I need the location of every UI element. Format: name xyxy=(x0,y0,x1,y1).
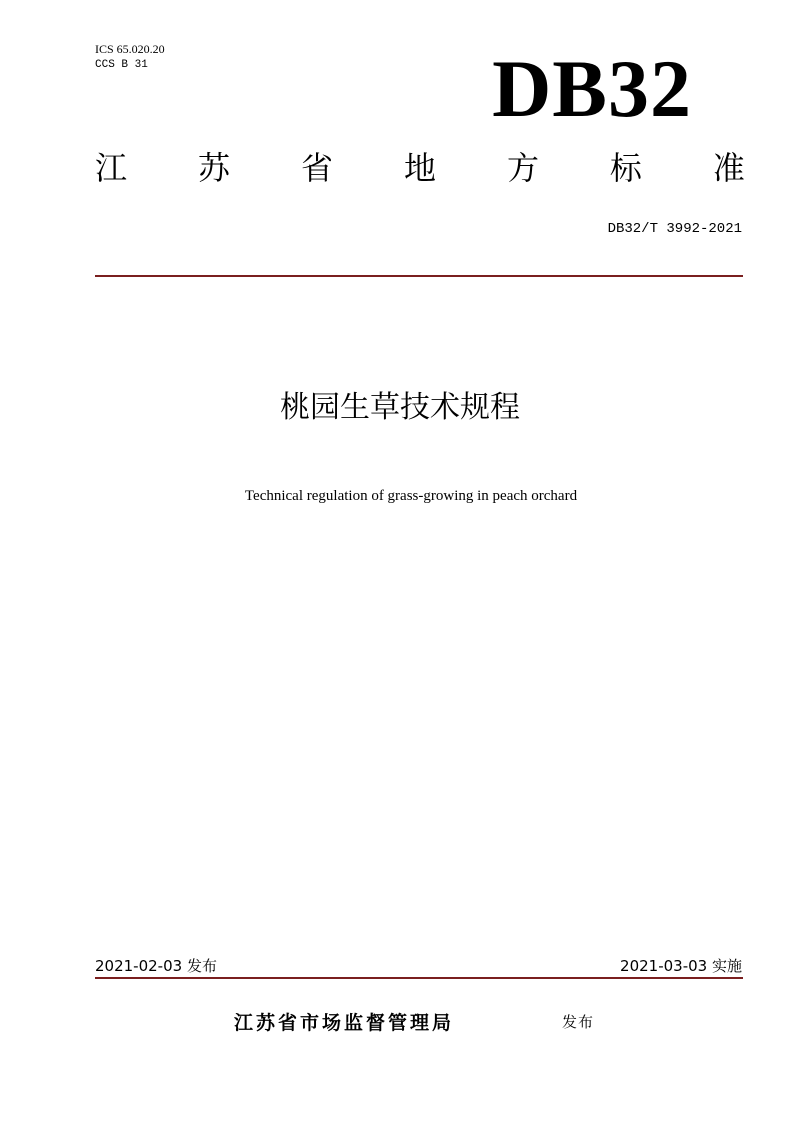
standard-type-char: 省 xyxy=(300,149,333,187)
standard-type-char: 苏 xyxy=(197,149,230,187)
standard-type-char: 准 xyxy=(712,149,745,187)
release-date: 2021-02-03 发布 xyxy=(95,957,217,975)
standard-number: DB32/T 3992-2021 xyxy=(607,221,742,237)
ccs-code: CCS B 31 xyxy=(95,59,148,71)
standard-code-logo: DB32 xyxy=(492,43,692,134)
top-divider xyxy=(95,275,743,277)
standard-type-char: 地 xyxy=(403,149,436,187)
effective-date: 2021-03-03 实施 xyxy=(620,957,742,975)
standard-type-char: 江 xyxy=(95,149,128,187)
ics-code: ICS 65.020.20 xyxy=(95,42,165,56)
standard-type-char: 标 xyxy=(609,149,642,187)
document-title-chinese: 桃园生草技术规程 xyxy=(280,390,520,425)
issued-label: 发布 xyxy=(562,1013,595,1031)
standard-type-char: 方 xyxy=(506,149,539,187)
issuing-authority: 江苏省市场监督管理局 xyxy=(234,1012,455,1034)
bottom-divider xyxy=(95,977,743,979)
standard-type-heading xyxy=(95,148,745,188)
document-title-english: Technical regulation of grass-growing in peach orchard xyxy=(244,488,578,504)
